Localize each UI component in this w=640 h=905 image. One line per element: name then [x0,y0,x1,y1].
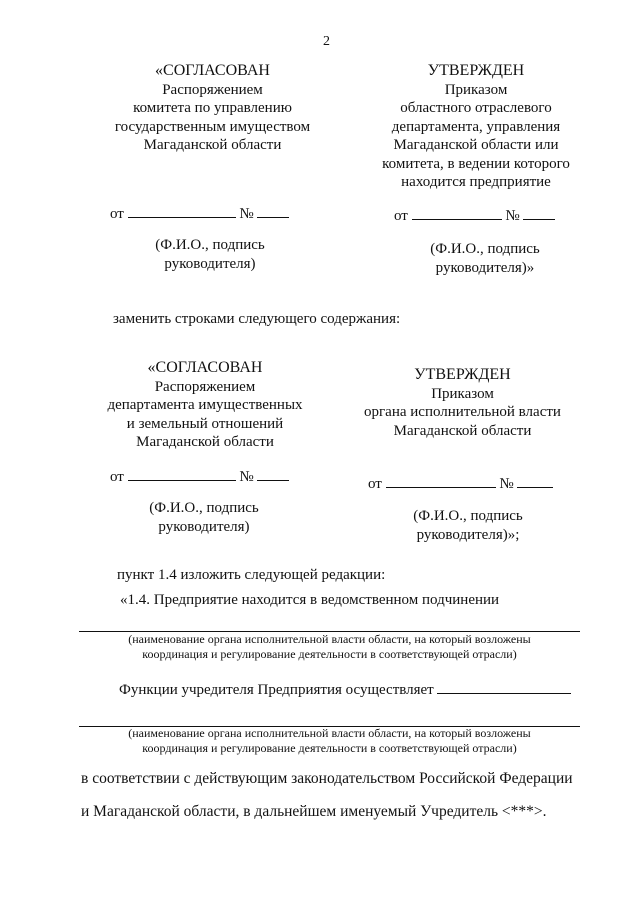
old-right-line: департамента, управления [391,118,561,135]
note-subordination [79,632,580,662]
old-left-from-label: от [110,206,124,222]
old-left-sign-line: руководителя) [164,255,256,272]
new-right-line: Магаданской области [393,422,532,439]
note-line: координация и регулирование деятельности в соответствующей отрасли) [142,741,517,755]
new-left-title: «СОГЛАСОВАН [147,359,263,376]
old-left-line: Магаданской области [143,137,282,153]
old-right-date-row [394,205,555,225]
new-left-date-row [110,466,289,486]
old-left-title: «СОГЛАСОВАН [155,62,270,79]
new-right-sign-line: руководителя)»; [416,526,520,543]
new-left-date-blank [128,466,236,481]
old-right-line: комитета, в ведении которого [382,155,570,172]
old-right-line: Приказом [444,81,508,98]
new-left-sign-line: руководителя) [158,518,250,535]
old-approval-right [365,62,587,192]
old-approval-left [110,62,315,155]
old-left-date-blank [128,203,236,218]
note-line: (наименование органа исполнительной власти области, на который возложены [128,726,531,740]
old-right-line: Магаданской области или [393,137,559,153]
final-line-1: в соответствии с действующим законодательством Российской Федерации [81,770,573,787]
new-right-date-blank [386,473,496,488]
old-right-number-blank [523,205,555,220]
note-line: координация и регулирование деятельности в соответствующей отрасли) [142,647,517,661]
old-right-date-blank [412,205,502,220]
old-left-line: Распоряжением [162,81,263,98]
new-right-title: УТВЕРЖДЕН [414,366,511,383]
new-left-line: Распоряжением [154,378,256,395]
founder-row [119,679,571,699]
new-left-number-blank [257,466,289,481]
replace-instruction: заменить строками следующего содержания: [113,311,401,327]
old-right-number-label: № [505,208,520,224]
old-right-line: находится предприятие [401,174,551,190]
old-left-sign-line: (Ф.И.О., подпись [155,237,265,253]
new-left-from-label: от [110,469,124,485]
new-right-number-label: № [499,476,514,492]
old-left-line: государственным имуществом [114,118,311,135]
new-right-sign-line: (Ф.И.О., подпись [413,508,523,524]
new-right-line: органа исполнительной власти [364,404,561,420]
old-left-signature [130,236,290,273]
old-right-from-label: от [394,208,408,224]
old-right-sign-line: руководителя)» [435,259,535,276]
new-left-line: департамента имущественных [107,397,303,413]
new-right-from-label: от [368,476,382,492]
final-line-2: и Магаданской области, в дальнейшем именуемый Учредитель <***>. [81,803,547,820]
founder-text: Функции учредителя Предприятия осуществляет [119,682,434,698]
clause-text: «1.4. Предприятие находится в ведомственном подчинении [120,592,500,608]
new-left-signature [124,499,284,536]
new-left-line: и земельный отношений [126,415,284,432]
new-right-line: Приказом [431,385,494,402]
old-left-line: комитета по управлению [133,100,292,116]
founder-blank [437,679,571,694]
note-line: (наименование органа исполнительной власти области, на который возложены [128,632,531,646]
old-left-date-row [110,203,289,223]
new-right-signature [383,507,553,544]
old-left-number-label: № [239,206,254,222]
page-number: 2 [323,34,330,49]
old-right-title: УТВЕРЖДЕН [427,62,525,79]
new-approval-right [350,366,575,440]
old-right-signature [400,240,570,277]
new-approval-left [100,359,310,452]
new-left-line: Магаданской области [136,434,274,450]
new-right-number-blank [517,473,553,488]
old-right-line: областного отраслевого [400,100,552,116]
new-left-number-label: № [239,469,254,485]
new-left-sign-line: (Ф.И.О., подпись [149,500,259,516]
note-founder [79,726,580,756]
new-right-date-row [368,473,553,493]
old-left-number-blank [257,203,289,218]
clause-intro: пункт 1.4 изложить следующей редакции: [117,567,386,583]
old-right-sign-line: (Ф.И.О., подпись [430,241,540,257]
